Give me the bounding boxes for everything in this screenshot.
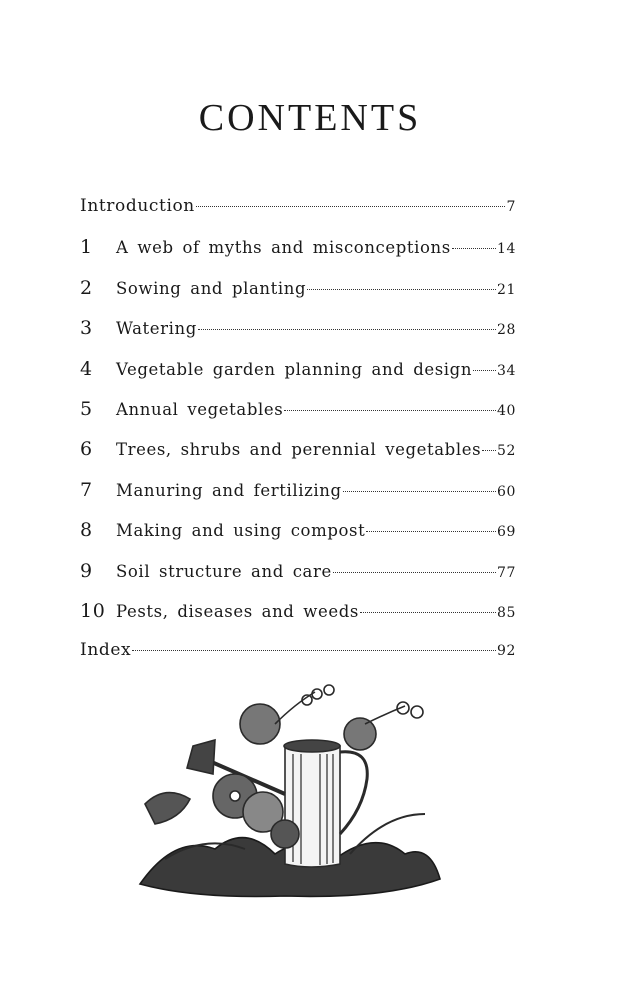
- chapter-number: 3: [80, 317, 93, 340]
- dot-leader: [132, 650, 496, 651]
- toc-entry-chapter-2[interactable]: [80, 277, 516, 317]
- toc-entry-page: 60: [496, 483, 516, 500]
- watering-can-with-plants-icon: [135, 684, 445, 900]
- dot-leader: [452, 248, 496, 249]
- dot-leader: [343, 491, 496, 492]
- chapter-number: 8: [80, 519, 93, 542]
- toc-entry-page: 69: [496, 524, 516, 541]
- chapter-number: 6: [80, 438, 93, 461]
- toc-entry-chapter-4[interactable]: [80, 358, 516, 398]
- dot-leader: [284, 410, 496, 411]
- chapter-number: 5: [80, 397, 93, 420]
- dot-leader: [196, 206, 506, 207]
- chapter-number: 2: [80, 276, 93, 299]
- dot-leader: [333, 572, 496, 573]
- toc-entry-label: A web of myths and misconceptions: [116, 238, 451, 258]
- toc-entry-label: Trees, shrubs and perennial vegetables: [116, 440, 482, 460]
- chapter-number: 1: [80, 236, 93, 259]
- toc-entry-chapter-5[interactable]: [80, 398, 516, 438]
- watering-can-illustration: [135, 684, 445, 900]
- chapter-number: 10: [80, 599, 106, 622]
- dot-leader: [482, 450, 496, 451]
- toc-entry-label: Annual vegetables: [116, 399, 284, 419]
- toc-entry-page: 92: [496, 643, 516, 660]
- toc-entry-chapter-8[interactable]: [80, 519, 516, 559]
- dot-leader: [360, 612, 496, 613]
- dot-leader: [307, 289, 496, 290]
- toc-entry-page: 77: [496, 564, 516, 581]
- toc-entry-label: Sowing and planting: [116, 278, 307, 298]
- toc-entry-label: Vegetable garden planning and design: [116, 359, 473, 379]
- chapter-number: 4: [80, 357, 93, 380]
- toc-entry-label: Introduction: [80, 196, 195, 216]
- toc-entry-chapter-10[interactable]: [80, 600, 516, 640]
- toc-entry-label: Index: [80, 640, 132, 661]
- toc-entry-page: 85: [496, 604, 516, 621]
- dot-leader: [198, 329, 496, 330]
- toc-entry-label: Making and using compost: [116, 521, 366, 541]
- toc-entry-chapter-6[interactable]: [80, 438, 516, 478]
- toc-entry-page: 14: [496, 241, 516, 258]
- toc-entry-label: Watering: [116, 319, 197, 339]
- toc-entry-page: 28: [496, 322, 516, 339]
- toc-entry-page: 52: [496, 443, 516, 460]
- toc-entry-chapter-3[interactable]: [80, 317, 516, 357]
- toc-entry-page: 40: [496, 402, 516, 419]
- toc-entry-label: Soil structure and care: [116, 561, 332, 581]
- dot-leader: [366, 531, 496, 532]
- toc-entry-page: 7: [506, 199, 516, 215]
- toc-entry-chapter-9[interactable]: [80, 560, 516, 600]
- table-of-contents: [80, 196, 516, 681]
- toc-entry-label: Manuring and fertilizing: [116, 480, 342, 500]
- toc-entry-page: 34: [496, 362, 516, 379]
- dot-leader: [473, 370, 496, 371]
- toc-entry-index[interactable]: [80, 640, 516, 680]
- toc-entry-introduction[interactable]: [80, 196, 516, 236]
- chapter-number: 7: [80, 478, 93, 501]
- toc-entry-label: Pests, diseases and weeds: [116, 601, 359, 621]
- chapter-number: 9: [80, 559, 93, 582]
- toc-entry-chapter-1[interactable]: [80, 236, 516, 276]
- page-title: CONTENTS: [198, 97, 422, 139]
- toc-entry-page: 21: [496, 281, 516, 298]
- toc-entry-chapter-7[interactable]: [80, 479, 516, 519]
